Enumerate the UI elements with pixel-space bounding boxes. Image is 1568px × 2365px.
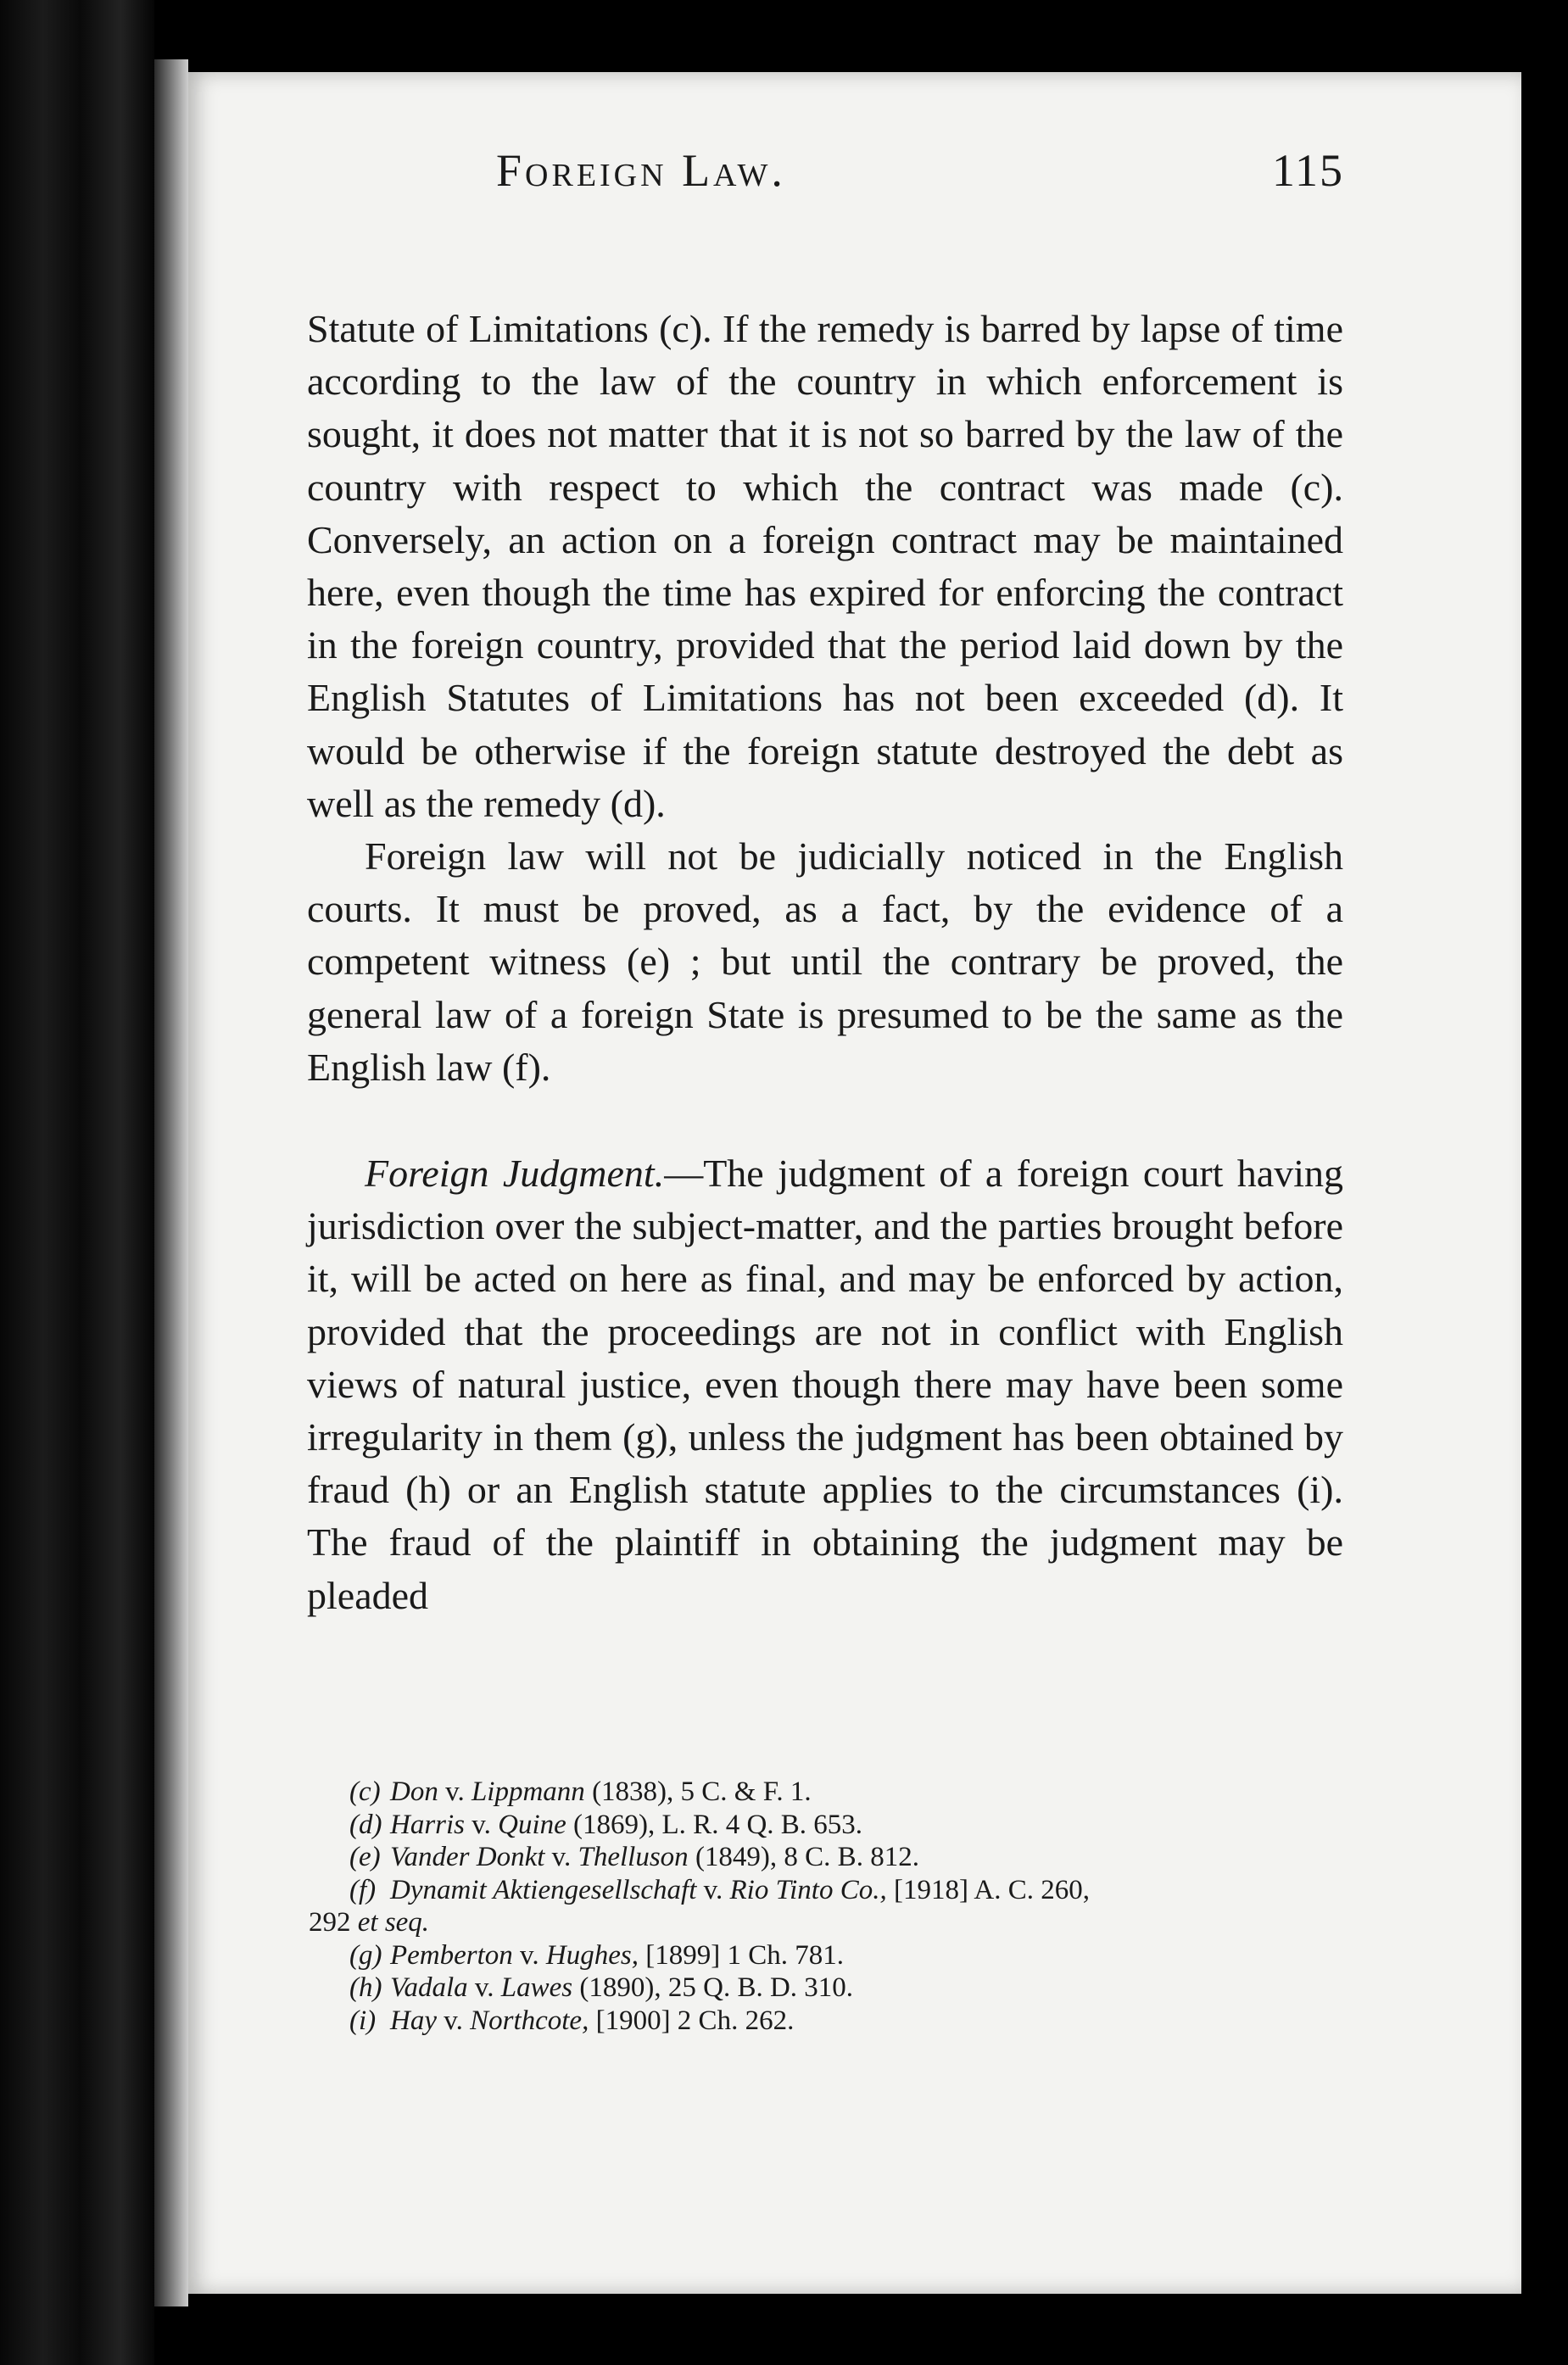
footnote-case: Hay: [390, 2005, 437, 2036]
footnote-continuation-pages: 292: [309, 1907, 351, 1938]
footnote-case: Don: [390, 1777, 438, 1807]
footnote-citation: (1869), L. R. 4 Q. B. 653.: [573, 1809, 863, 1840]
footnote-f: [349, 1874, 1343, 1907]
footnote-h: [349, 1972, 1343, 2005]
footnote-mark: (c): [349, 1777, 381, 1807]
paragraph-foreign-judgment: [307, 1147, 1343, 1622]
footnote-versus: v.: [551, 1842, 572, 1872]
footnote-case: Harris: [390, 1809, 466, 1840]
footnote-case: Pemberton: [390, 1939, 513, 1971]
paragraph-foreign-judgment-text: —The judgment of a foreign court having jurisdiction over the subject-matter, and the parties brought before it, will be acted on here as final, and may be enforced by action, provided that the proceedings are not in conflict with English views of natural justice, even though there may have been some irregularity in them (g), unless the judgment has been obtained by fraud (h) or an English statute applies to the circumstances (i). The fraud of the plaintiff in obtaining the judgment may be pleaded: [307, 1152, 1343, 1617]
footnote-versus: v.: [444, 2005, 463, 2036]
footnote-versus: v.: [445, 1777, 465, 1807]
footnote-citation: (1890), 25 Q. B. D. 310.: [579, 1972, 854, 2003]
section-heading-foreign-judgment: Foreign Judgment.: [365, 1152, 665, 1196]
footnote-party: Lippmann: [471, 1777, 585, 1807]
footnote-versus: v.: [703, 1874, 723, 1905]
footnote-mark: (e): [349, 1842, 381, 1872]
paragraph-foreign-law-proof: Foreign law will not be judicially noticed in the English courts. It must be proved, as a fact, by the evidence of a competent witness (e) ; but until the contrary be proved, the general law of a foreign State is presumed to be the same as the English law (f).: [307, 834, 1343, 1089]
running-head: Foreign Law.: [496, 145, 786, 196]
footnote-party: Lawes: [500, 1972, 573, 2003]
footnote-party: Quine: [498, 1809, 566, 1840]
footnote-mark: (h): [349, 1972, 382, 2003]
page-number: 115: [1272, 145, 1344, 196]
footnote-et-seq: et seq.: [357, 1907, 430, 1938]
footnote-mark: (f): [349, 1874, 377, 1905]
footnote-versus: v.: [520, 1939, 539, 1971]
footnote-f-continuation: [309, 1906, 1343, 1939]
footnote-mark: (d): [349, 1809, 382, 1840]
footnote-citation: [1900] 2 Ch. 262.: [595, 2005, 795, 2036]
book-spine: [0, 0, 154, 2365]
page-header: [496, 144, 1344, 225]
footnote-versus: v.: [474, 1972, 494, 2003]
footnote-d: [349, 1809, 1343, 1842]
footnote-e: [349, 1841, 1343, 1874]
footnote-party: Rio Tinto Co.,: [729, 1874, 887, 1905]
footnote-party: Thelluson: [578, 1842, 689, 1872]
footnote-party: Hughes,: [545, 1939, 639, 1971]
footnote-citation: (1849), 8 C. B. 812.: [695, 1842, 919, 1872]
footnote-case: Vadala: [390, 1972, 468, 2003]
page-gutter-shadow: [154, 59, 188, 2306]
footnote-citation: [1918] A. C. 260,: [893, 1874, 1090, 1905]
paragraph-statute-limitations: Statute of Limitations (c). If the remedy is barred by lapse of time according to the law of the country in which enforcement is sought, it does not matter that it is not so barred by the law of the country with respect to which the contract was made (c). Conversely, an action on a foreign contract may be maintained here, even though the time has expired for enforcing the contract in the foreign country, provided that the period laid down by the English Statutes of Limitations has not been exceeded (d). It would be otherwise if the foreign statute destroyed the debt as well as the remedy (d).: [307, 307, 1343, 825]
footnote-citation: (1838), 5 C. & F. 1.: [592, 1777, 812, 1807]
footnotes: [309, 1776, 1343, 2037]
footnote-case: Vander Donkt: [390, 1842, 545, 1872]
footnote-c: [349, 1776, 1343, 1809]
footnote-party: Northcote,: [470, 2005, 589, 2036]
footnote-mark: (i): [349, 2005, 377, 2036]
footnote-g: [349, 1939, 1343, 1972]
footnote-i: [349, 2005, 1343, 2038]
footnote-citation: [1899] 1 Ch. 781.: [645, 1939, 844, 1971]
body-text: [307, 303, 1343, 1622]
footnote-versus: v.: [472, 1809, 491, 1840]
footnote-mark: (g): [349, 1939, 382, 1971]
footnote-case: Dynamit Aktiengesellschaft: [390, 1874, 697, 1905]
